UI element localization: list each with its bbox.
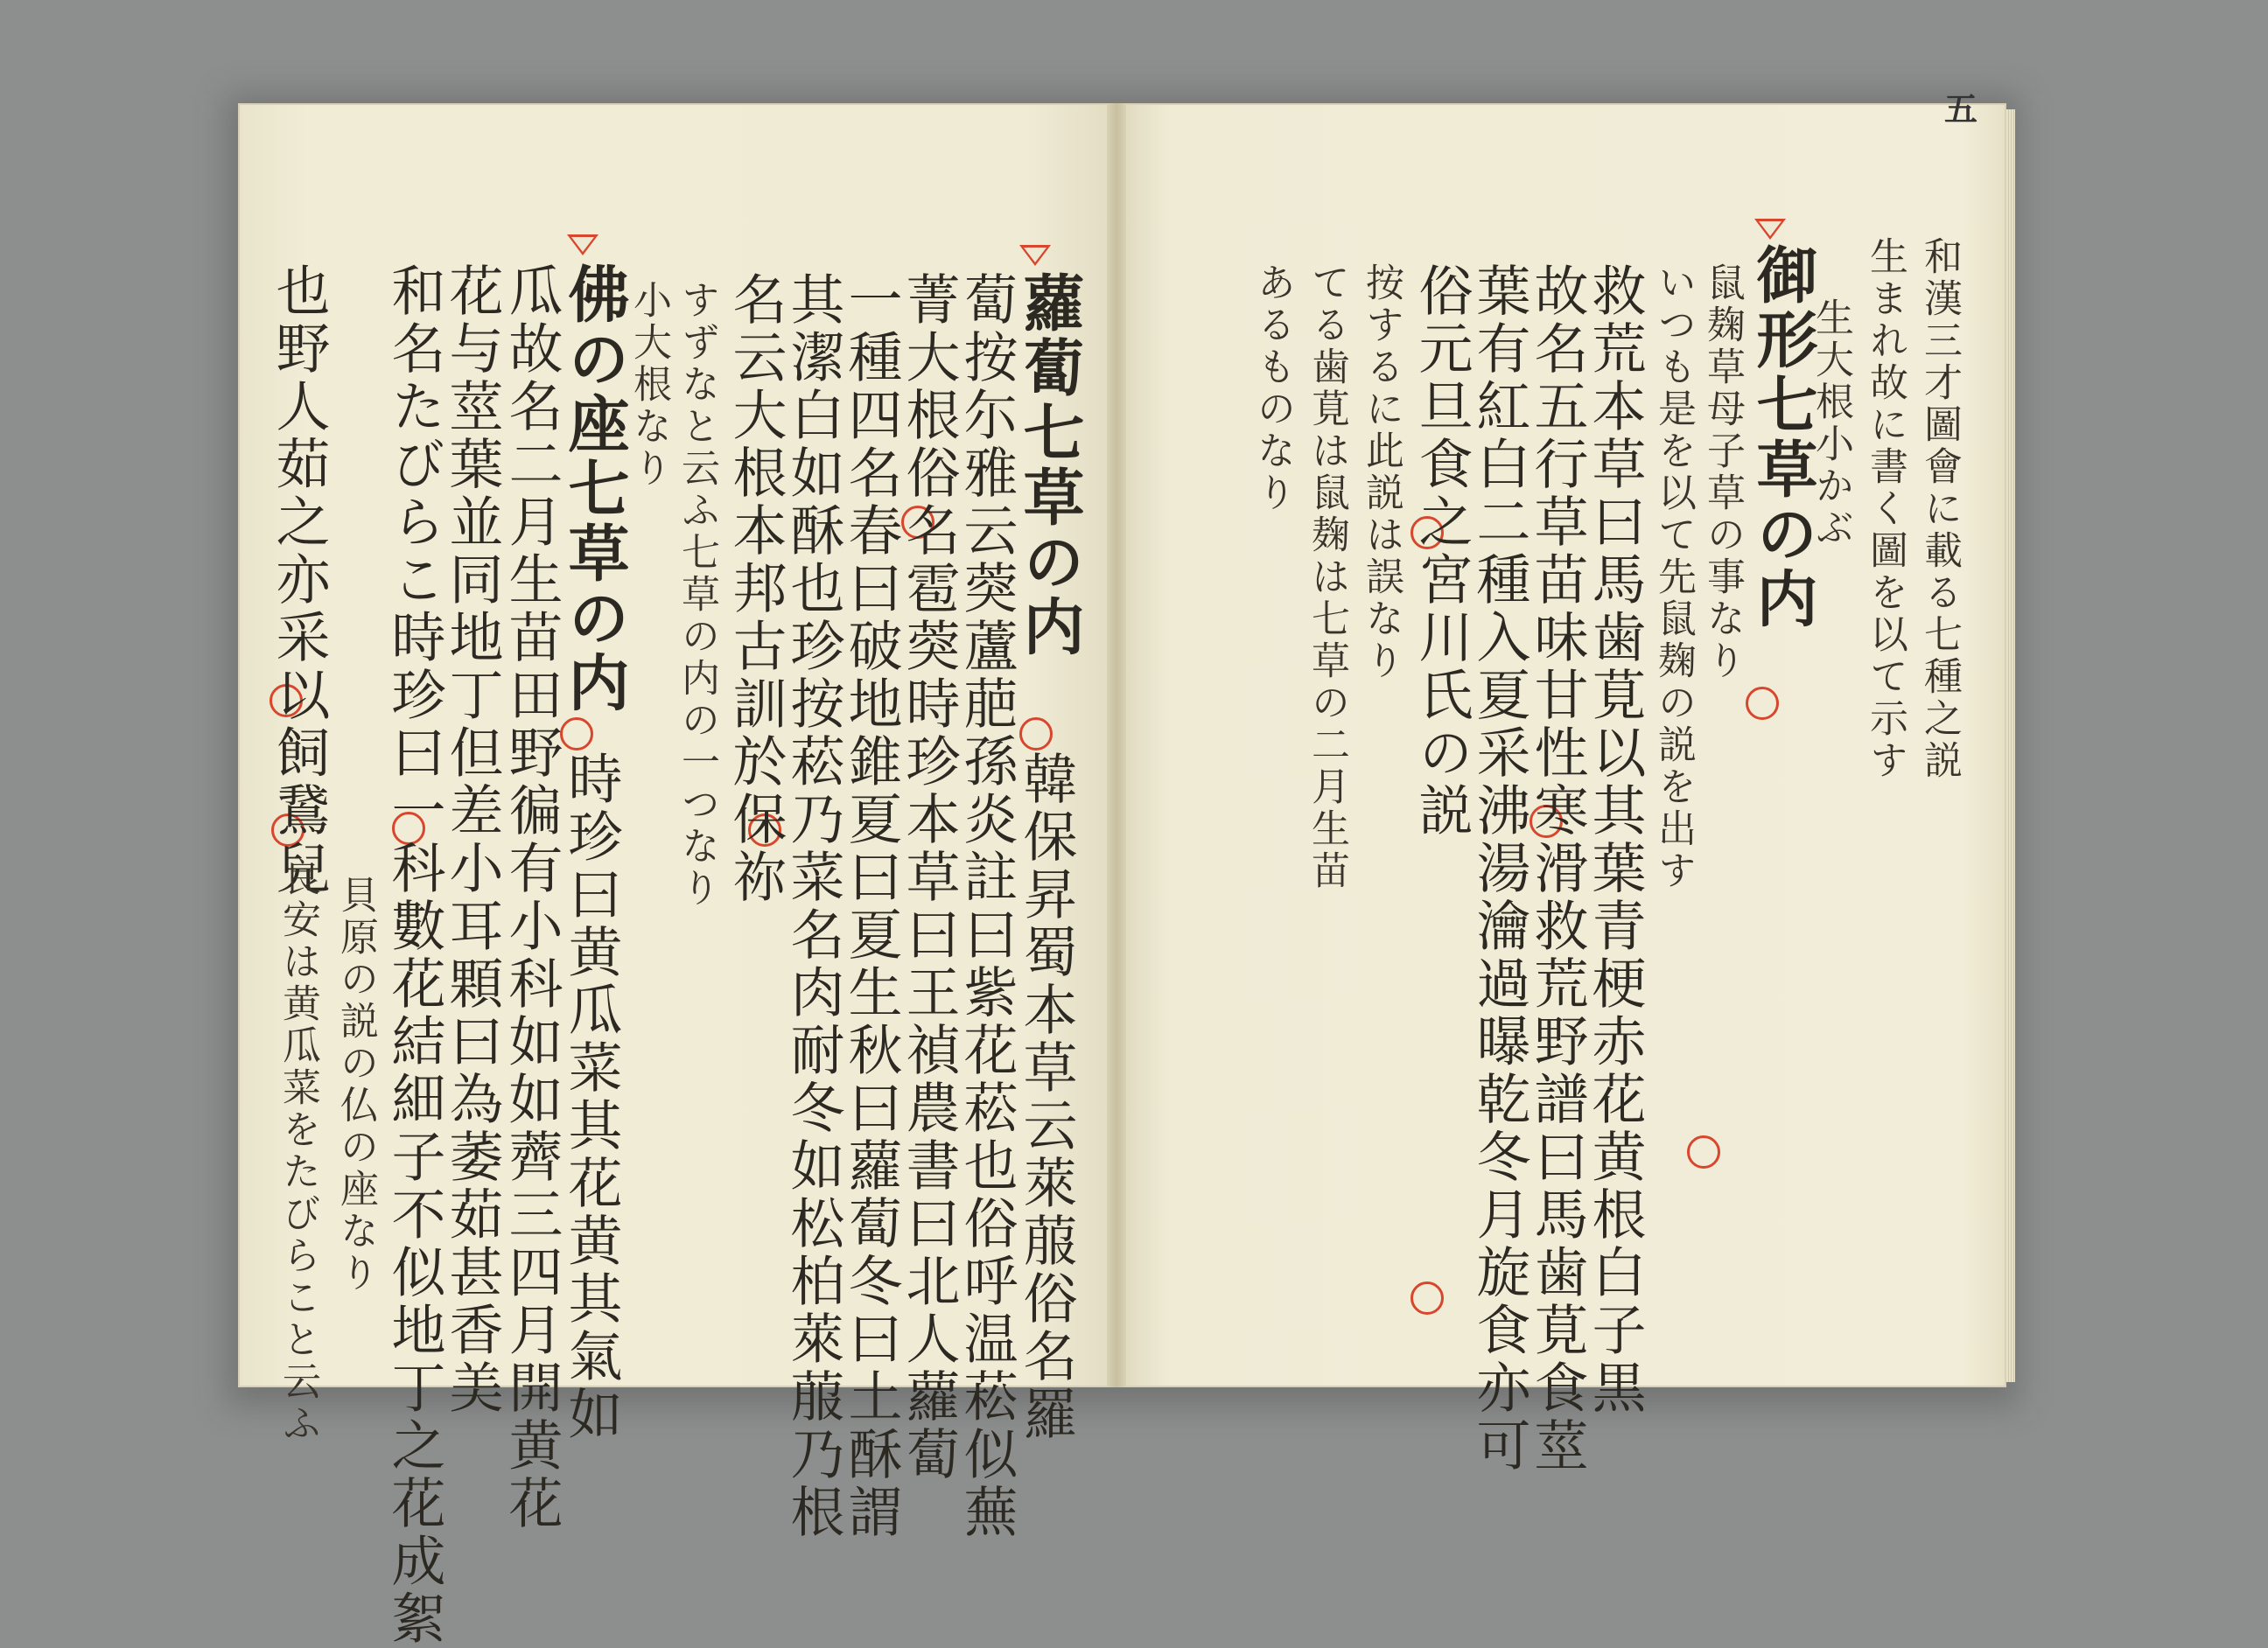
annotation-column: 生大根小かぶ <box>1809 297 1853 549</box>
text-column: 葉有紅白二種入夏采沸湯瀹過曝乾冬月旋食亦可 <box>1467 262 1531 1475</box>
text-column: 故名五行草苗味甘性寒滑救荒野譜曰馬歯莧食莖 <box>1525 262 1589 1475</box>
text-column: 時珍曰黄瓜菜其花黄其氣如 <box>559 751 623 1443</box>
annotation-column: てる歯莧は鼠麹は七草の二月生苗 <box>1305 262 1349 892</box>
triangle-mark-icon <box>567 234 598 255</box>
page-number: 五 <box>1944 89 1978 129</box>
text-column: 和名たびらこ時珍曰一科數花結細子不似地丁之花成絮 <box>382 262 446 1648</box>
annotation-column: すずなと云ふ七草の内の一つなり <box>675 280 719 910</box>
annotation-column: あるものなり <box>1250 262 1295 514</box>
text-column: 瓜故名二月生苗田野徧有小科如如薺三四月開黄花 <box>500 262 564 1533</box>
circle-mark-icon <box>1019 717 1053 751</box>
text-column: 花与莖葉並同地丁但差小耳顆曰為萎茹甚香美 <box>440 262 504 1417</box>
annotation-column: 和漢三才圖會に載る七種之説 <box>1917 236 1962 782</box>
circle-mark-icon <box>560 717 593 751</box>
annotation-column: 良安は黄瓜菜をたびらこと云ふ <box>276 857 320 1445</box>
annotation-column: 生まれ故に書く圖を以て示す <box>1863 236 1908 782</box>
annotation-column: いつも是を以て先鼠麹の説を出す <box>1651 262 1696 892</box>
entry-heading: 御形七草の内 <box>1746 243 1819 632</box>
entry-heading: 蘿蔔七草の内 <box>1013 271 1086 660</box>
circle-mark-icon <box>1746 687 1779 720</box>
annotation-column: 鼠麹草母子草の事なり <box>1700 262 1745 682</box>
circle-mark-icon <box>1410 1281 1444 1315</box>
annotation-column: 貝原の説の仏の座なり <box>333 875 378 1295</box>
annotation-column: 小大根なり <box>626 280 671 490</box>
text-column: 菁大根俗名雹葖時珍本草曰王禎農書曰北人蘿蔔 <box>897 271 961 1484</box>
annotation-column: 按するに此説は誤なり <box>1359 262 1404 682</box>
triangle-mark-icon <box>1754 219 1786 240</box>
text-column: 其潔白如酥也珍按菘乃菜名肉耐冬如松柏萊菔乃根 <box>781 271 845 1541</box>
text-column: 一種四名春曰破地錐夏曰夏生秋曰蘿蔔冬曰土酥謂 <box>839 271 903 1541</box>
triangle-mark-icon <box>1019 245 1051 266</box>
text-column: 蔔按尓雅云葖蘆萉孫炎註曰紫花菘也俗呼温菘似蕪 <box>955 271 1018 1541</box>
circle-mark-icon <box>1687 1135 1720 1169</box>
text-column: 名云大根本邦古訓於保祢 <box>724 271 788 906</box>
text-column: 韓保昇蜀本草云萊菔俗名羅 <box>1014 751 1078 1443</box>
entry-heading: 佛の座七草の内 <box>558 262 631 716</box>
text-column: 俗元旦食之宮川氏の説 <box>1410 262 1474 840</box>
page-edge <box>2006 109 2015 1382</box>
text-column: 救荒本草曰馬歯莧以其葉青梗赤花黄根白子黒 <box>1583 262 1647 1417</box>
text-column: 也野人茹之亦采以飼鵞兒 <box>267 262 331 897</box>
book-gutter <box>1107 103 1126 1387</box>
